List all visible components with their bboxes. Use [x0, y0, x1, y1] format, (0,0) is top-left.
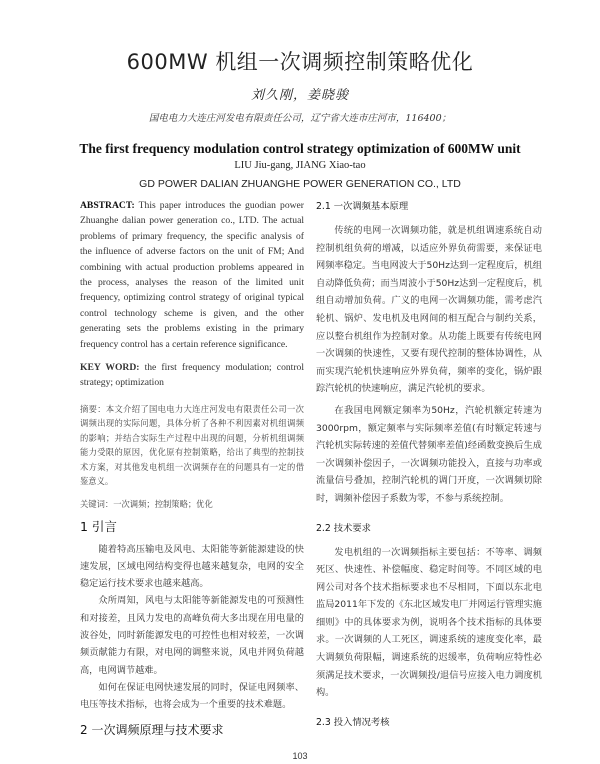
abstract-cn [80, 402, 304, 488]
keywords-cn [80, 497, 304, 511]
abstract-en [80, 198, 304, 352]
section-2-1-heading: 2.1 一次调频基本原理 [316, 201, 409, 212]
section-2-heading: 2 一次调频原理与技术要求 [80, 723, 224, 738]
abstract-en-text: This paper introduces the guodian power Zhuanghe dalian power generation co., LTD. The actual problems of primary frequency, the specific analysis of the influence of adverse factors on the unit of FM; And combining with actual production problems appeared in the process, analyses the reason of the limited unit frequency, optimizing control strategy of original typical control technology scheme is given, and the other generating sets the problems existing in the primary frequency control has a certain reference significance. [80, 200, 305, 350]
keywords-en [80, 361, 304, 390]
keywords-cn-text: 一次调频；控制策略；优化 [113, 498, 213, 509]
section-1-heading: 1 引言 [80, 518, 117, 534]
paper-title-en: The first frequency modulation control strategy optimization of 600MW unit [79, 141, 521, 156]
intro-paragraph-3: 如何在保证电网快速发展的同时，保证电网频率、电压等技术指标，也将会成为一个重要的技术难题。 [80, 681, 304, 711]
abstract-en-label: ABSTRACT: [80, 200, 135, 211]
authors-en: LIU Jiu-gang, JIANG Xiao-tao [234, 160, 366, 171]
intro-paragraph-2: 众所周知，风电与太阳能等新能源发电的可预测性和对接差，且风力发电的高峰负荷大多出现在用电量的波谷处，同时新能源发电的可控性也相对较差，一次调频贡献能力有限，对电网的调整来说，风电并网负荷越高，电网调节越难。 [80, 595, 304, 676]
right-column [316, 198, 542, 738]
page-number: 103 [292, 751, 308, 761]
affiliation-cn: 国电电力大连庄河发电有限责任公司，辽宁省大连市庄河市，116400； [148, 113, 452, 124]
authors-cn: 刘久刚，姜晓骏 [250, 88, 349, 103]
section-2-3-heading: 2.3 投入情况考核 [316, 716, 390, 728]
intro-paragraph-1: 随着特高压输电及风电、太阳能等新能源建设的快速发展，区域电网结构变得也越来越复杂，电网的安全稳定运行技术要求也越来越高。 [80, 543, 304, 590]
section-2-2-heading: 2.2 技术要求 [316, 522, 371, 534]
requirements-paragraph: 发电机组的一次调频指标主要包括：不等率、调频死区、快速性、补偿幅度、稳定时间等。不同区域的电网公司对各个技术指标要求也不尽相同，下面以东北电监局2011年下发的《东北区域发电厂并网运行管理实施细则》中的具体要求为例，说明各个技术指标的具体要求。一次调频的人工死区，调速系统的速度变化率，最大调频负荷限幅，调速系统的迟缓率，负荷响应特性必须满足技术要求，一次调频投/退信号应接入电力调度机构。 [316, 546, 542, 699]
keywords-cn-label: 关键词： [80, 498, 114, 509]
keywords-en-label: KEY WORD: [80, 362, 140, 374]
left-column [80, 198, 304, 738]
affiliation-en: GD POWER DALIAN ZHUANGHE POWER GENERATION CO., LTD [139, 178, 461, 190]
abstract-cn-label: 摘要： [80, 404, 106, 415]
principle-paragraph-1: 传统的电网一次调频功能，就是机组调速系统自动控制机组负荷的增减，以适应外界负荷需要，来保证电网频率稳定。当电网波大于50Hz达到一定程度后，机组自动降低负荷；而当周波小于50Hz达到一定程度后，机组自动增加负荷。广义的电网一次调频功能，需考虑汽轮机、锅炉、发电机及电网间的相互配合与制约关系，应以整台机组作为控制对象。从功能上既要有传统电网一次调频的快速性，又要有现代控制的整体协调性，从而实现汽轮机快速响应外界负荷，频率的变化，锅炉跟踪汽轮机的快速响应，满足汽轮机的要求。 [316, 225, 542, 395]
paper-title-cn: 600MW 机组一次调频控制策略优化 [126, 50, 474, 74]
abstract-cn-text: 本文介绍了国电电力大连庄河发电有限责任公司一次调频出现的实际问题，具体分析了各种不利因素对机组调频的影响；并结合实际生产过程中出现的问题，分析机组调频能力受限的原因，优化原有控制策略，给出了典型的控制技术方案，对其他发电机组一次调频存在的问题具有一定的借鉴意义。 [80, 404, 304, 487]
keywords-en-text: the first frequency modulation; control strategy; optimization [80, 362, 304, 388]
principle-paragraph-2: 在我国电网额定频率为50Hz，汽轮机额定转速为3000rpm，额定频率与实际频率差值(有时额定转速与汽轮机实际转速的差值代替频率差值)经函数变换后生成一次调频补偿因子，一次调频功能投入，直接与功率或流量信号叠加，控制汽轮机的调门开度，一次调频切除时，调频补偿因子系数为零，不参与系统控制。 [316, 404, 542, 504]
